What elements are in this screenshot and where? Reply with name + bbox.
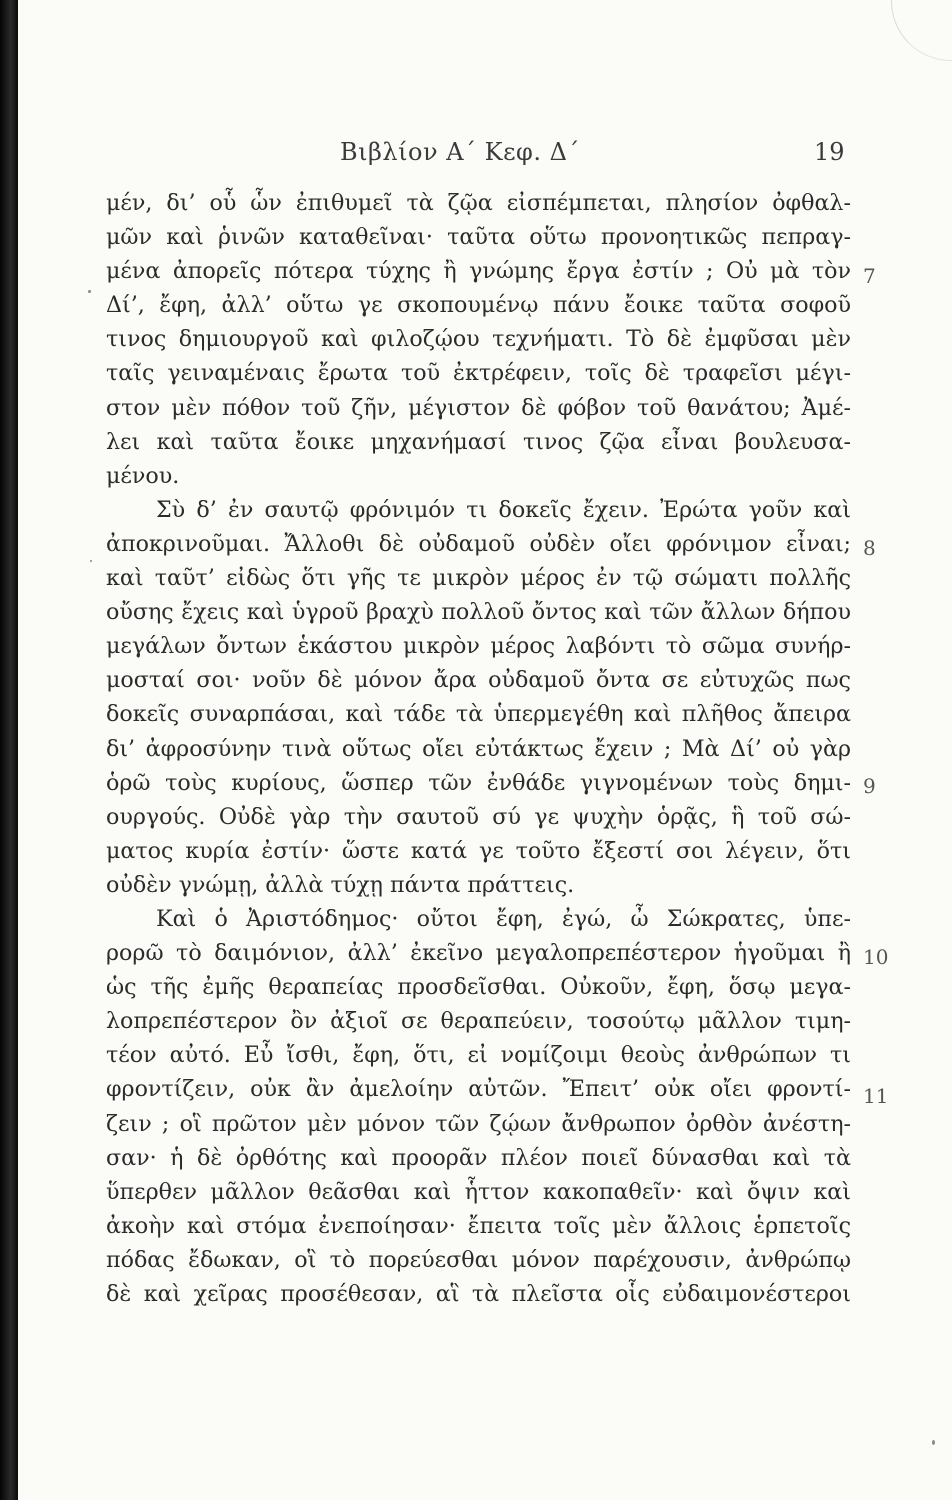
text-line: οὐδὲν γνώμῃ, ἀλλὰ τύχῃ πάντα πράττεις.: [106, 871, 575, 898]
margin-section-number: 11: [863, 1084, 889, 1108]
text-line: ρορῶ τὸ δαιμόνιον, ἀλλ’ ἐκεῖνο μεγαλοπρεπέστερον ἡγοῦμαι ἢ: [106, 940, 851, 967]
margin-section-number: 8: [863, 536, 876, 560]
text-line: μένου.: [106, 462, 180, 489]
page-corner-curl: [891, 0, 952, 61]
paper-speck: [90, 560, 92, 562]
text-line: λει καὶ ταῦτα ἔοικε μηχανήμασί τινος ζῷα εἶναι βουλευσα-: [106, 428, 851, 455]
book-spine-shadow: [0, 0, 18, 1500]
page-number: 19: [814, 138, 845, 166]
running-head: Βιβλίον Α΄ Κεφ. Δ΄: [340, 138, 580, 166]
text-line: Καὶ ὁ Ἀριστόδημος· οὔτοι ἔφη, ἐγώ, ὦ Σώκρατες, ὑπε-: [156, 905, 851, 932]
text-line: τινος δημιουργοῦ καὶ φιλοζῴου τεχνήματι. Τὸ δὲ ἐμφῦσαι μὲν: [106, 326, 851, 353]
text-line: ζειν ; οἳ πρῶτον μὲν μόνον τῶν ζῴων ἄνθρωπον ὀρθὸν ἀνέστη-: [106, 1110, 851, 1137]
book-page: [18, 0, 952, 1500]
text-line: ματος κυρία ἐστίν· ὥστε κατά γε τοῦτο ἔξεστί σοι λέγειν, ὅτι: [106, 837, 851, 864]
text-line: ὡς τῆς ἐμῆς θεραπείας προσδεῖσθαι. Οὐκοῦν, ἔφη, ὅσῳ μεγα-: [106, 974, 851, 1001]
paper-speck: [88, 290, 91, 293]
text-line: μεγάλων ὄντων ἑκάστου μικρὸν μέρος λαβόντι τὸ σῶμα συνήρ-: [106, 633, 851, 660]
text-line: ταῖς γειναμέναις ἔρωτα τοῦ ἐκτρέφειν, τοῖς δὲ τραφεῖσι μέγι-: [106, 360, 851, 387]
text-line: σαν· ἡ δὲ ὀρθότης καὶ προορᾶν πλέον ποιεῖ δύνασθαι καὶ τὰ: [106, 1144, 851, 1171]
text-line: Σὺ δ’ ἐν σαυτῷ φρόνιμόν τι δοκεῖς ἔχειν. Ἐρώτα γοῦν καὶ: [156, 496, 851, 523]
text-line: τέον αὐτό. Εὖ ἴσθι, ἔφη, ὅτι, εἰ νομίζοιμι θεοὺς ἀνθρώπων τι: [106, 1042, 851, 1069]
body-text: [106, 186, 851, 1311]
text-line: μοσταί σοι· νοῦν δὲ μόνον ἄρα οὐδαμοῦ ὄντα σε εὐτυχῶς πως: [106, 667, 851, 694]
text-line: στον μὲν πόθον τοῦ ζῆν, μέγιστον δὲ φόβον τοῦ θανάτου; Ἀμέ-: [106, 394, 851, 421]
paper-speck: [932, 1440, 935, 1445]
margin-section-number: 10: [863, 945, 889, 969]
margin-section-number: 7: [863, 264, 876, 288]
text-line: Δί’, ἔφη, ἀλλ’ οὕτω γε σκοπουμένῳ πάνυ ἔοικε ταῦτα σοφοῦ: [106, 292, 851, 319]
text-line: ὁρῶ τοὺς κυρίους, ὥσπερ τῶν ἐνθάδε γιγνομένων τοὺς δημι-: [106, 769, 851, 796]
text-line: ἀκοὴν καὶ στόμα ἐνεποίησαν· ἔπειτα τοῖς μὲν ἄλλοις ἑρπετοῖς: [106, 1212, 851, 1239]
text-line: μέν, δι’ οὗ ὧν ἐπιθυμεῖ τὰ ζῷα εἰσπέμπεται, πλησίον ὀφθαλ-: [106, 190, 851, 216]
text-line: φροντίζειν, οὐκ ἂν ἀμελοίην αὐτῶν. Ἔπειτ’ οὐκ οἴει φροντί-: [106, 1076, 851, 1103]
text-line: μῶν καὶ ῥινῶν καταθεῖναι· ταῦτα οὕτω προνοητικῶς πεπραγ-: [106, 224, 851, 251]
text-line: λοπρεπέστερον ὂν ἀξιοῖ σε θεραπεύειν, τοσούτῳ μᾶλλον τιμη-: [106, 1008, 851, 1035]
margin-section-number: 9: [863, 774, 876, 798]
text-line: ουργούς. Οὐδὲ γὰρ τὴν σαυτοῦ σύ γε ψυχὴν ὁρᾷς, ἣ τοῦ σώ-: [106, 803, 851, 830]
text-line: οὔσης ἔχεις καὶ ὑγροῦ βραχὺ πολλοῦ ὄντος καὶ τῶν ἄλλων δήπου: [106, 599, 851, 626]
text-line: ἀποκρινοῦμαι. Ἄλλοθι δὲ οὐδαμοῦ οὐδὲν οἴει φρόνιμον εἶναι;: [106, 530, 851, 557]
text-line: δι’ ἀφροσύνην τινὰ οὕτως οἴει εὐτάκτως ἔχειν ; Μὰ Δί’ οὐ γὰρ: [106, 735, 851, 762]
page-header: [18, 130, 952, 170]
text-line: ὕπερθεν μᾶλλον θεᾶσθαι καὶ ἧττον κακοπαθεῖν· καὶ ὄψιν καὶ: [106, 1178, 851, 1205]
text-line: πόδας ἔδωκαν, οἳ τὸ πορεύεσθαι μόνον παρέχουσιν, ἀνθρώπῳ: [106, 1246, 851, 1273]
text-line: καὶ ταῦτ’ εἰδὼς ὅτι γῆς τε μικρὸν μέρος ἐν τῷ σώματι πολλῆς: [106, 565, 851, 592]
text-line: μένα ἀπορεῖς πότερα τύχης ἢ γνώμης ἔργα ἐστίν ; Οὐ μὰ τὸν: [106, 258, 851, 285]
text-line: δὲ καὶ χεῖρας προσέθεσαν, αἳ τὰ πλεῖστα οἷς εὐδαιμονέστεροι: [106, 1281, 851, 1307]
text-line: δοκεῖς συναρπάσαι, καὶ τάδε τὰ ὑπερμεγέθη καὶ πλῆθος ἄπειρα: [106, 701, 851, 728]
